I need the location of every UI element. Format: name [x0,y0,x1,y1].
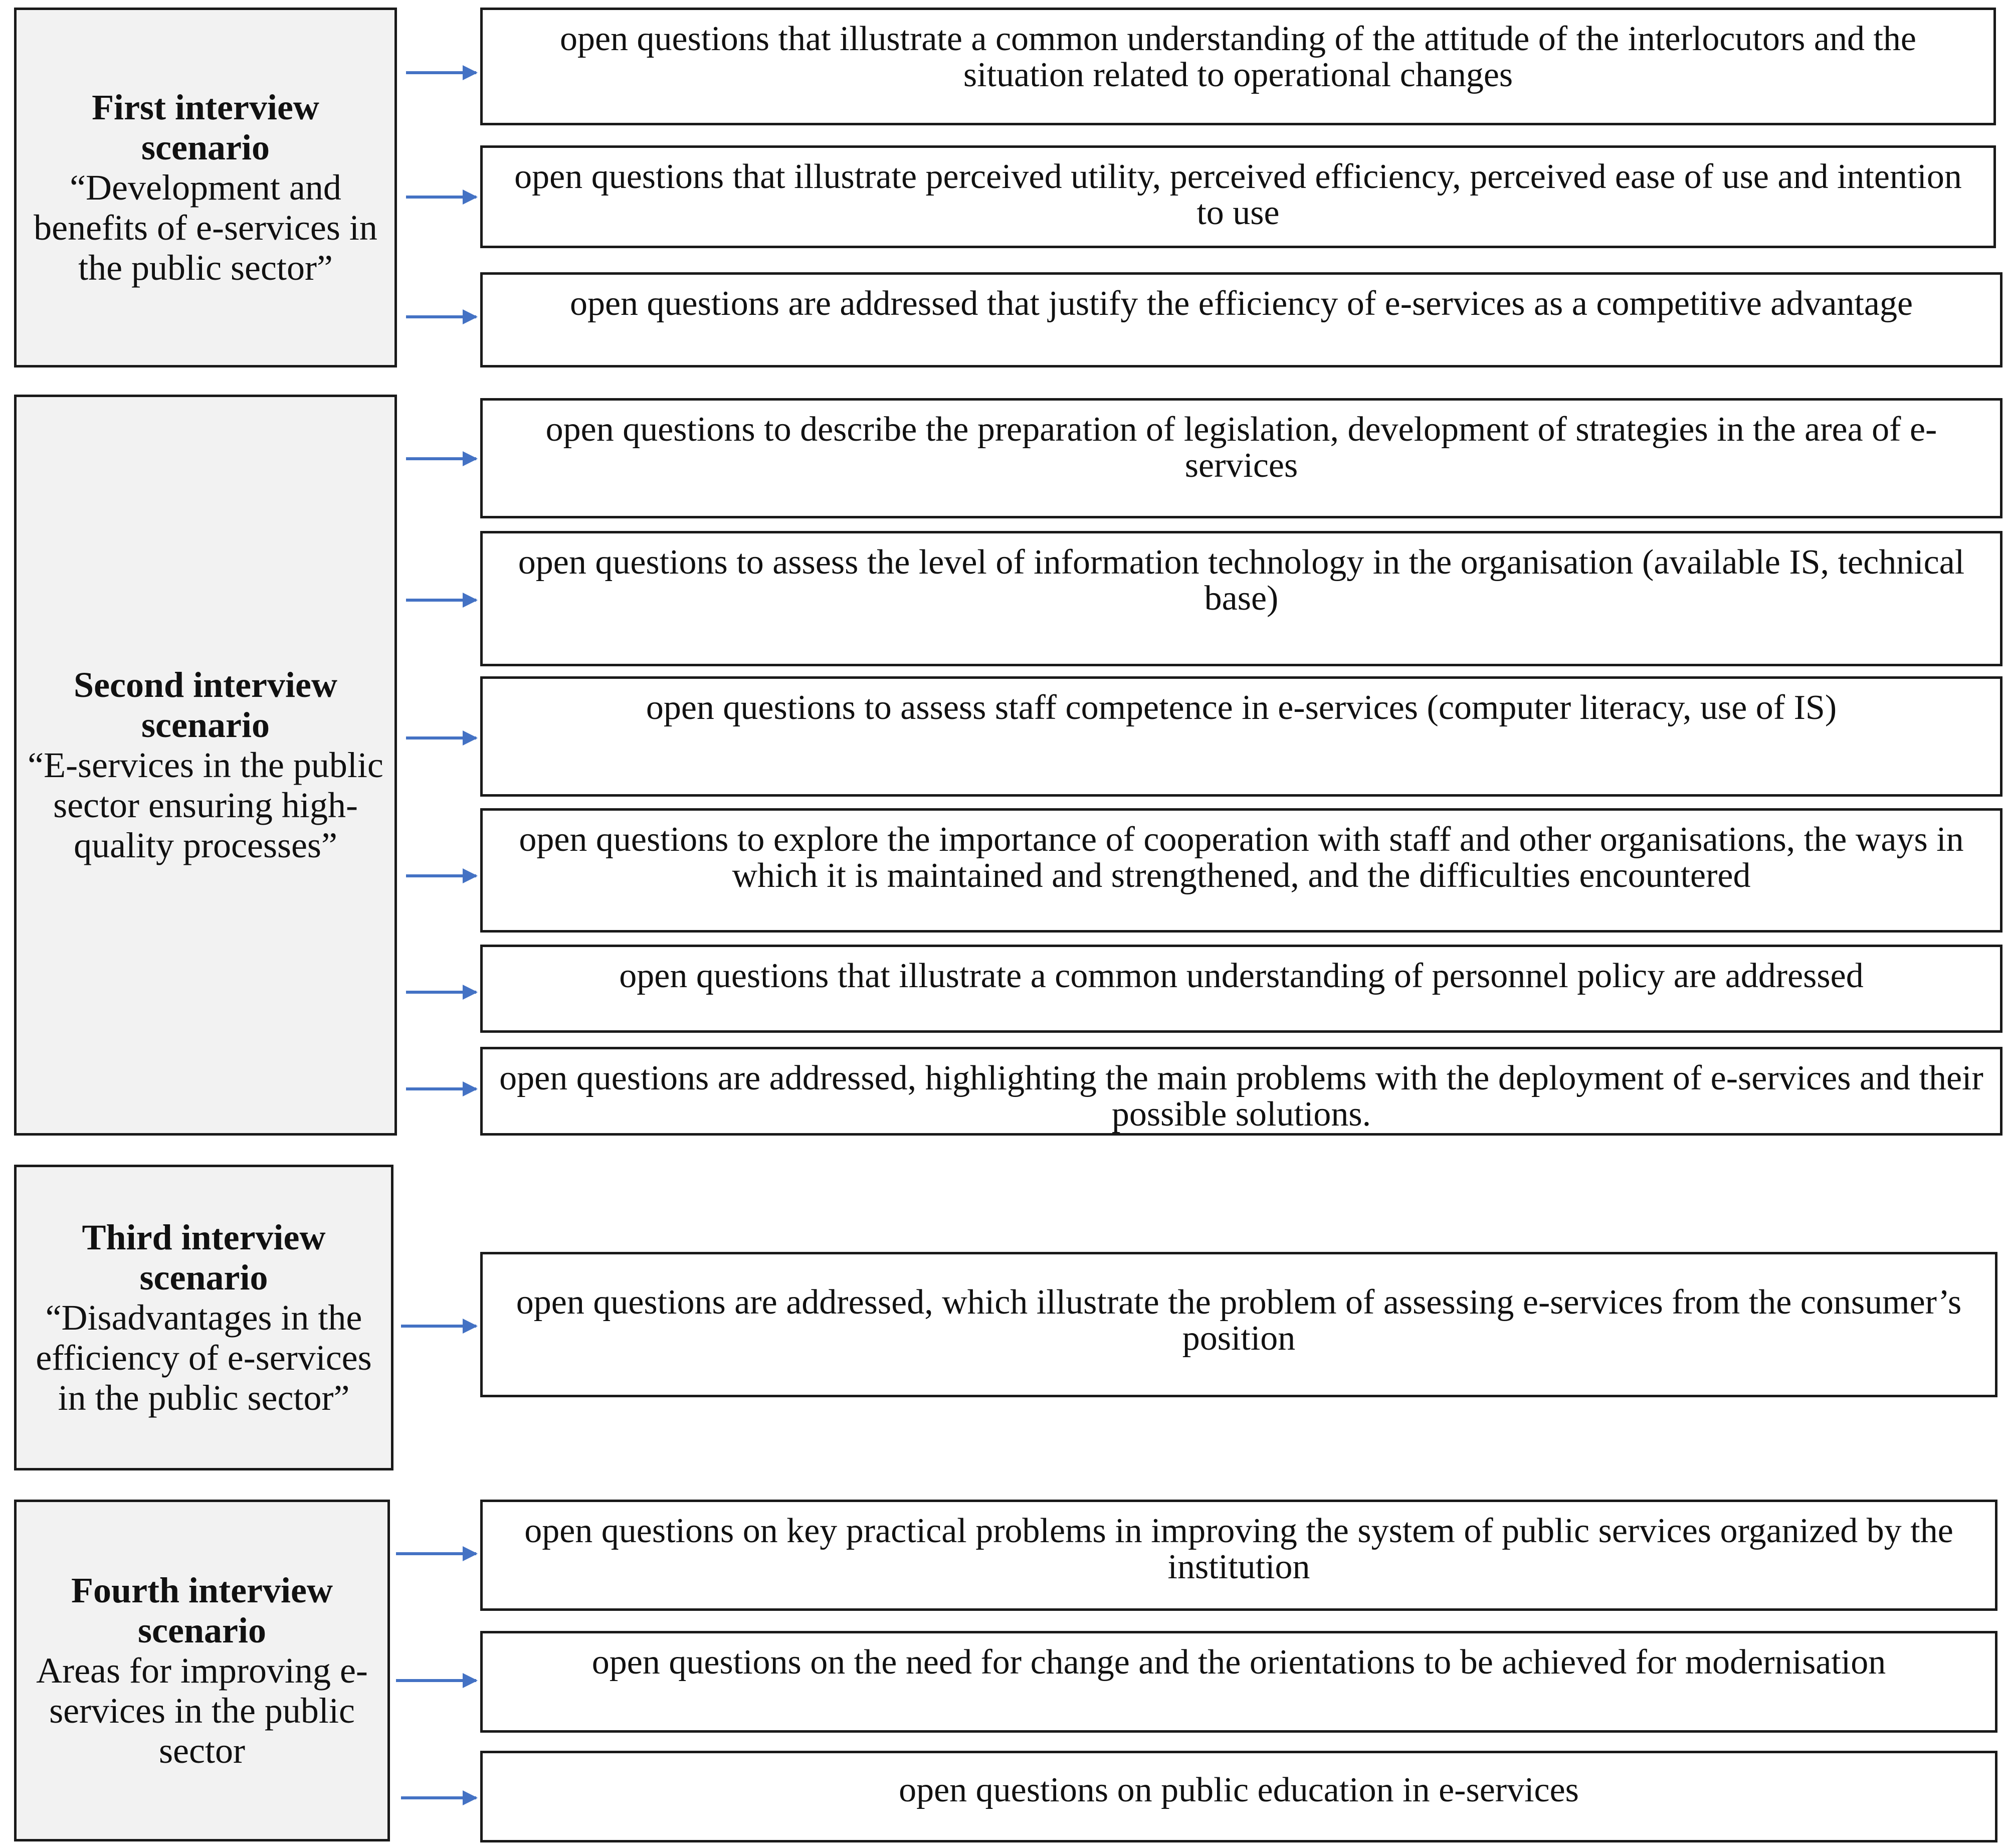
third-scenario-description: “Disadvantages in the efficiency of e-services in the public sector” [36,1298,372,1418]
question-text: open questions on the need for change and the orientations to be achieved for modernisation [591,1643,1886,1682]
second-scenario-description: “E-services in the public sector ensuring high-quality processes” [28,745,383,865]
question-text: open questions that illustrate a common understanding of personnel policy are addressed [619,957,1864,995]
question-text: open questions are addressed, highlighting the main problems with the deployment of e-services and their possible solutions. [499,1059,1983,1134]
question-box [480,1252,1997,1397]
question-box [480,1751,1997,1842]
first-scenario-title: First interview scenario [92,87,319,167]
question-box [480,8,1996,125]
question-box [480,945,2002,1033]
question-text: open questions on public education in e-services [899,1771,1579,1809]
first-scenario-description: “Development and benefits of e-services in the public sector” [34,167,377,288]
third-scenario-title: Third interview scenario [82,1217,326,1298]
fourth-scenario-title: Fourth interview scenario [71,1570,333,1650]
question-box [480,1500,1997,1611]
question-box [480,808,2002,933]
question-box [480,676,2002,797]
question-text: open questions to assess the level of information technology in the organisation (available IS, technical base) [518,543,1965,618]
question-text: open questions on key practical problems in improving the system of public services organized by the institution [524,1512,1953,1586]
question-box [480,531,2002,666]
question-text: open questions that illustrate perceived utility, perceived efficiency, perceived ease of use and intention to use [514,157,1962,232]
question-box [480,1047,2002,1136]
third-scenario-box [14,1165,393,1470]
question-text: open questions to assess staff competence in e-services (computer literacy, use of IS) [646,688,1837,727]
question-text: open questions are addressed that justify the efficiency of e-services as a competitive advantage [569,284,1913,323]
question-box [480,272,2002,367]
question-text: open questions that illustrate a common understanding of the attitude of the interlocutors and the situation related to operational changes [559,20,1916,94]
question-text: open questions to describe the preparation of legislation, development of strategies in the area of e-services [545,410,1937,485]
fourth-scenario-box [14,1500,390,1841]
question-text: open questions are addressed, which illustrate the problem of assessing e-services from the consumer’s position [516,1283,1962,1358]
second-scenario-box [14,395,397,1136]
question-text: open questions to explore the importance of cooperation with staff and other organisations, the ways in which it is maintained and strengthened, and the difficulties encountered [519,820,1964,895]
question-box [480,398,2002,518]
first-scenario-box [14,8,397,367]
second-scenario-title: Second interview scenario [74,665,337,745]
question-box [480,1631,1997,1733]
question-box [480,145,1996,248]
fourth-scenario-description: Areas for improving e-services in the public sector [36,1650,368,1771]
